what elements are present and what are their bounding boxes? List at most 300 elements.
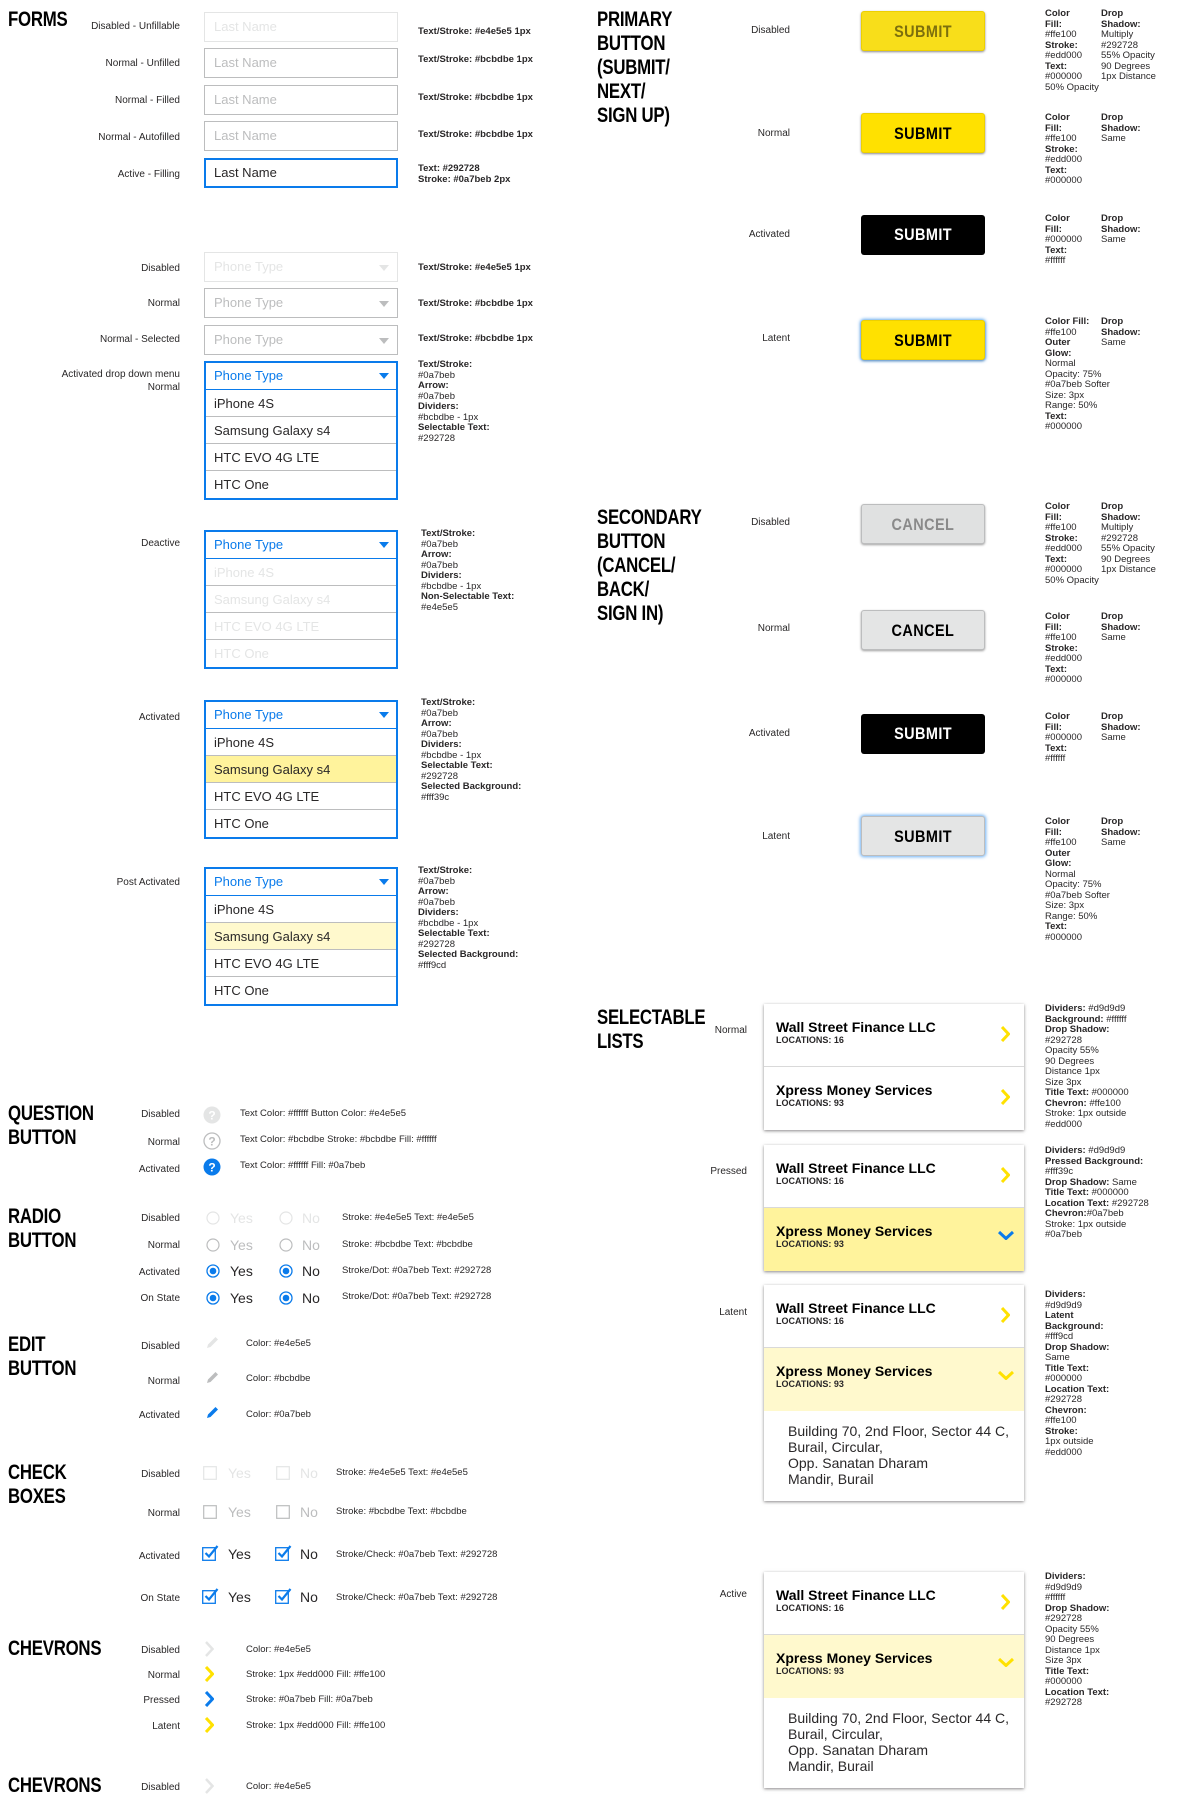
- edit-spec: Color: #0a7beb: [246, 1409, 311, 1420]
- checkbox-spec: Stroke: #e4e5e5 Text: #e4e5e5: [336, 1467, 468, 1478]
- spec-line: #0a7beb: [421, 707, 458, 719]
- dropdown-state-label: Post Activated: [116, 877, 180, 888]
- checkbox-spec: Stroke/Check: #0a7beb Text: #292728: [336, 1592, 498, 1603]
- list-item-title: Wall Street Finance LLC: [776, 1019, 936, 1035]
- radio-spec: Stroke: #bcbdbe Text: #bcbdbe: [342, 1239, 473, 1250]
- spec-cell: [1101, 849, 1171, 860]
- checkbox-label-no: No: [300, 1465, 318, 1481]
- input-state-label: Active - Filling: [117, 169, 180, 180]
- spec-line: Text/Stroke:: [421, 528, 476, 539]
- spec-line: Arrow:: [421, 718, 452, 729]
- spec-cell: #edd000: [1045, 653, 1082, 664]
- dropdown-option-selected[interactable]: Samsung Galaxy s4: [206, 923, 396, 950]
- button-spec: [1045, 113, 1171, 187]
- button-spec: [1045, 214, 1171, 267]
- dropdown-option[interactable]: Samsung Galaxy s4: [206, 417, 396, 444]
- spec-cell: #0a7beb Softer: [1045, 379, 1110, 390]
- spec-cell: Opacity: 75%: [1045, 368, 1102, 380]
- phone-type-dropdown-activated[interactable]: [204, 361, 398, 500]
- spec-line: Dividers:: [421, 739, 462, 750]
- primary-button-heading: PRIMARY BUTTON (SUBMIT/ NEXT/ SIGN UP): [597, 8, 673, 127]
- checkbox-label-yes: Yes: [228, 1546, 251, 1562]
- edit-spec: Color: #e4e5e5: [246, 1338, 311, 1349]
- list-item-title: Wall Street Finance LLC: [776, 1300, 936, 1316]
- spec-cell: Text:: [1045, 553, 1067, 565]
- submit-button-activated-secondary[interactable]: SUBMIT: [861, 714, 985, 754]
- checkbox-icon[interactable]: [203, 1505, 217, 1519]
- checkbox-state-label: On State: [140, 1593, 180, 1604]
- list-item-active[interactable]: [764, 1635, 1024, 1698]
- spec-cell: Normal: [1045, 868, 1076, 880]
- radio-icon[interactable]: [279, 1238, 293, 1252]
- spec-cell: [1101, 744, 1171, 755]
- button-state-label: Latent: [762, 333, 790, 344]
- radio-label-yes: Yes: [230, 1290, 253, 1306]
- spec-cell: Drop: [1101, 816, 1124, 827]
- checkbox-label-yes: Yes: [228, 1465, 251, 1481]
- spec-line: #292728: [1045, 1394, 1082, 1405]
- checkbox-label-yes: Yes: [228, 1589, 251, 1605]
- spec-cell: #000000: [1045, 931, 1082, 943]
- spec-cell: Same: [1101, 632, 1126, 643]
- radio-checked-icon[interactable]: [206, 1264, 220, 1278]
- spec-line: #000000: [1045, 1373, 1082, 1384]
- question-state-label: Disabled: [141, 1109, 180, 1120]
- spec-line: #292728: [418, 432, 455, 444]
- spec-cell: [1101, 912, 1171, 923]
- radio-state-label: Normal: [147, 1240, 180, 1251]
- spec-line: #0a7beb: [418, 369, 455, 381]
- spec-cell: Stroke:: [1045, 143, 1078, 155]
- spec-line: #edd000: [1045, 1118, 1082, 1130]
- checkbox-checked-icon[interactable]: [275, 1544, 292, 1561]
- checkbox-checked-icon[interactable]: [202, 1544, 219, 1561]
- spec-cell: Fill:: [1045, 511, 1062, 523]
- dropdown-option-selected[interactable]: Samsung Galaxy s4: [206, 756, 396, 783]
- dropdown-state-label: Normal: [147, 382, 180, 393]
- edit-state-label: Activated: [138, 1410, 180, 1421]
- cancel-button-normal[interactable]: CANCEL: [861, 610, 985, 650]
- spec-line: Dividers: #d9d9d9: [1045, 1003, 1126, 1014]
- dropdown-option[interactable]: HTC EVO 4G LTE: [206, 950, 396, 977]
- spec-cell: [1101, 675, 1171, 686]
- spec-cell: Text:: [1045, 921, 1067, 932]
- radio-label-yes: Yes: [230, 1210, 253, 1226]
- submit-button-latent-secondary[interactable]: SUBMIT: [861, 816, 985, 856]
- spec-cell: [1101, 246, 1171, 257]
- spec-line: #0a7beb: [1045, 1229, 1082, 1240]
- svg-text:?: ?: [208, 1134, 216, 1149]
- chevron-spec: Stroke: 1px #edd000 Fill: #ffe100: [246, 1720, 386, 1731]
- spec-cell: [1101, 166, 1171, 177]
- spec-cell: [1101, 145, 1171, 156]
- select-spec: Text/Stroke: #bcbdbe 1px: [418, 333, 533, 344]
- pencil-icon[interactable]: [204, 1370, 220, 1386]
- phone-type-dropdown-deactive[interactable]: [204, 530, 398, 669]
- spec-line: Drop Shadow:: [1045, 1024, 1110, 1035]
- list-item-locations: LOCATIONS: 93: [776, 1666, 844, 1676]
- checkbox-label-no: No: [300, 1504, 318, 1520]
- spec-line: #ffe100: [1045, 1415, 1077, 1426]
- submit-button-latent[interactable]: SUBMIT: [861, 320, 985, 360]
- radio-label-no: No: [302, 1263, 320, 1279]
- spec-line: Dividers:: [418, 907, 459, 918]
- input-state-label: Normal - Unfilled: [105, 58, 180, 69]
- spec-line: Drop Shadow: Same: [1045, 1176, 1137, 1188]
- spec-line: Title Text: #000000: [1045, 1187, 1129, 1198]
- spec-cell: 1px Distance: [1101, 564, 1156, 575]
- dropdown-option[interactable]: HTC One: [214, 477, 269, 492]
- dropdown-option: HTC One: [214, 646, 269, 661]
- dropdown-header[interactable]: Phone Type: [206, 532, 396, 559]
- phone-type-select-disabled[interactable]: Phone Type: [204, 252, 398, 282]
- phone-type-dropdown-post-activated[interactable]: [204, 867, 398, 1006]
- spec-line: 1px outside: [1045, 1436, 1094, 1447]
- radio-button-heading: RADIO BUTTON: [8, 1205, 77, 1252]
- spec-line: #edd000: [1045, 1446, 1082, 1458]
- checkbox-icon[interactable]: [203, 1466, 217, 1480]
- list-item-locations: LOCATIONS: 16: [776, 1176, 844, 1186]
- spec-line: Same: [1045, 1352, 1070, 1363]
- input-spec: Text/Stroke: #e4e5e5 1px: [418, 26, 531, 37]
- secondary-button-heading: SECONDARY BUTTON (CANCEL/ BACK/ SIGN IN): [597, 506, 702, 625]
- chevron-spec: Color: #e4e5e5: [246, 1644, 311, 1655]
- phone-type-select-normal[interactable]: Phone Type: [204, 288, 398, 318]
- spec-line: Selectable Text:: [421, 760, 493, 771]
- dropdown-option[interactable]: HTC One: [214, 983, 269, 998]
- spec-cell: [1101, 359, 1171, 370]
- spec-line: Background: #ffffff: [1045, 1013, 1127, 1025]
- list-spec: [1045, 1290, 1109, 1458]
- spec-line: Non-Selectable Text:: [421, 591, 515, 602]
- checkbox-icon[interactable]: [276, 1505, 290, 1519]
- spec-cell: Drop: [1101, 711, 1124, 722]
- list-item-title: Wall Street Finance LLC: [776, 1160, 936, 1176]
- list-item-locations: LOCATIONS: 93: [776, 1098, 844, 1108]
- chevron-right-icon: [1000, 1307, 1010, 1323]
- checkbox-checked-icon[interactable]: [275, 1587, 292, 1604]
- spec-cell: #0a7beb Softer: [1045, 889, 1110, 901]
- spec-line: 90 Degrees: [1045, 1634, 1095, 1645]
- dropdown-option: iPhone 4S: [206, 559, 396, 586]
- list-item[interactable]: [764, 1004, 1024, 1067]
- last-name-input-normal[interactable]: Last Name: [204, 48, 398, 78]
- spec-cell: 90 Degrees: [1101, 553, 1151, 565]
- radio-spec: Stroke: #e4e5e5 Text: #e4e5e5: [342, 1212, 474, 1223]
- list-item-locations: LOCATIONS: 16: [776, 1035, 844, 1045]
- spec-cell: [1101, 412, 1171, 423]
- spec-cell: Fill:: [1045, 122, 1062, 134]
- spec-line: Drop Shadow:: [1045, 1341, 1110, 1353]
- spec-line: #bcbdbe - 1px: [421, 580, 482, 592]
- select-state-label: Normal - Selected: [99, 334, 180, 345]
- button-state-label: Activated: [748, 229, 790, 240]
- chevron-state-label: Disabled: [141, 1782, 180, 1793]
- spec-line: Size 3px: [1045, 1076, 1082, 1088]
- last-name-input-filled[interactable]: Last Name: [204, 85, 398, 115]
- last-name-input-disabled[interactable]: Last Name: [204, 12, 398, 42]
- pencil-icon[interactable]: [204, 1405, 220, 1421]
- list-item[interactable]: [764, 1572, 1024, 1635]
- spec-cell: #ffe100: [1045, 837, 1077, 848]
- list-item-title: Wall Street Finance LLC: [776, 1587, 936, 1603]
- spec-line: #292728: [1045, 1613, 1082, 1624]
- last-name-input-autofilled[interactable]: Last Name: [204, 121, 398, 151]
- dropdown-arrow-icon: [379, 542, 389, 548]
- dropdown-arrow-icon: [379, 338, 389, 344]
- radio-checked-icon[interactable]: [206, 1291, 220, 1305]
- spec-cell: Drop: [1101, 8, 1124, 19]
- spec-cell: #ffe100: [1045, 133, 1077, 144]
- button-state-label: Disabled: [751, 517, 790, 528]
- pencil-icon[interactable]: [204, 1335, 220, 1351]
- list-state-label: Active: [719, 1589, 747, 1600]
- question-state-label: Normal: [147, 1137, 180, 1148]
- spec-line: #000000: [1045, 1676, 1082, 1687]
- dropdown-header[interactable]: Phone Type: [206, 869, 396, 896]
- spec-cell: Same: [1101, 732, 1126, 743]
- input-state-label: Normal - Autofilled: [98, 132, 180, 143]
- spec-cell: 1px Distance: [1101, 71, 1156, 82]
- dropdown-arrow-icon: [379, 373, 389, 379]
- spec-cell: Text:: [1045, 663, 1067, 675]
- phone-type-select-selected[interactable]: Phone Type: [204, 325, 398, 355]
- spec-cell: Stroke:: [1045, 532, 1078, 544]
- dropdown-state-label: Deactive: [141, 538, 180, 549]
- question-spec: Text Color: #ffffff Fill: #0a7beb: [240, 1160, 366, 1171]
- dropdown-option[interactable]: HTC EVO 4G LTE: [206, 783, 396, 810]
- spec-cell: Text:: [1045, 244, 1067, 256]
- spec-cell: [1101, 176, 1171, 187]
- select-state-label: Disabled: [141, 263, 180, 274]
- spec-line: #ffffff: [1045, 1592, 1066, 1603]
- spec-cell: [1101, 870, 1171, 881]
- spec-cell: Outer: [1045, 847, 1071, 859]
- edit-button-heading: EDIT BUTTON: [8, 1333, 77, 1380]
- forms-heading: FORMS: [8, 8, 68, 31]
- spec-cell: #000000: [1045, 421, 1082, 432]
- selectable-list-active: [764, 1572, 1024, 1788]
- spec-line: Text/Stroke:: [418, 865, 473, 876]
- spec-line: #bcbdbe - 1px: [418, 411, 479, 423]
- button-state-label: Normal: [757, 623, 790, 634]
- list-item-title: Xpress Money Services: [776, 1223, 933, 1239]
- spec-line: Location Text:: [1045, 1686, 1110, 1698]
- spec-line: #292728: [418, 938, 455, 950]
- input-spec: Text/Stroke: #bcbdbe 1px: [418, 92, 533, 103]
- spec-cell: [1101, 391, 1171, 402]
- spec-cell: Shadow:: [1101, 223, 1141, 235]
- list-spec: [1045, 1146, 1149, 1241]
- list-item[interactable]: [764, 1145, 1024, 1208]
- list-state-label: Normal: [714, 1025, 747, 1036]
- submit-button-normal[interactable]: SUBMIT: [861, 113, 985, 153]
- spec-cell: 50% Opacity: [1045, 81, 1099, 93]
- spec-line: Location Text:: [1045, 1383, 1110, 1395]
- selectable-list-pressed: [764, 1145, 1024, 1271]
- radio-label-no: No: [302, 1237, 320, 1253]
- input-spec: Text: #292728: [418, 163, 480, 174]
- spec-cell: Color: [1045, 501, 1070, 512]
- spec-line: Title Text:: [1045, 1665, 1089, 1677]
- submit-button-disabled[interactable]: SUBMIT: [861, 11, 985, 51]
- spec-cell: Glow:: [1045, 347, 1072, 359]
- list-state-label: Pressed: [710, 1166, 747, 1177]
- dropdown-option[interactable]: HTC EVO 4G LTE: [206, 444, 396, 471]
- spec-cell: #000000: [1045, 732, 1082, 743]
- dropdown-spec: [421, 529, 514, 613]
- spec-cell: [1101, 891, 1171, 902]
- list-item-locations: LOCATIONS: 93: [776, 1379, 844, 1389]
- spec-line: #0a7beb: [418, 875, 455, 887]
- spec-cell: Color: [1045, 112, 1070, 123]
- spec-line: Opacity 55%: [1045, 1623, 1099, 1635]
- radio-checked-icon[interactable]: [279, 1291, 293, 1305]
- select-state-label: Normal: [147, 298, 180, 309]
- button-state-label: Activated: [748, 728, 790, 739]
- chevron-state-label: Normal: [147, 1670, 180, 1681]
- spec-cell: [1101, 654, 1171, 665]
- spec-cell: Color Fill:: [1045, 316, 1090, 327]
- chevron-right-icon: [204, 1641, 214, 1657]
- question-icon[interactable]: [203, 1106, 221, 1124]
- list-item[interactable]: [764, 1285, 1024, 1348]
- spec-line: Stroke:: [1045, 1425, 1078, 1437]
- spec-line: Stroke: 1px outside: [1045, 1218, 1127, 1230]
- spec-cell: [1101, 349, 1171, 360]
- dropdown-header[interactable]: Phone Type: [206, 702, 396, 729]
- spec-cell: #ffe100: [1045, 326, 1077, 338]
- spec-cell: 90 Degrees: [1101, 60, 1151, 72]
- spec-line: 90 Degrees: [1045, 1055, 1095, 1067]
- radio-spec: Stroke/Dot: #0a7beb Text: #292728: [342, 1265, 492, 1276]
- spec-cell: Same: [1101, 337, 1126, 348]
- spec-line: #fff39c: [1045, 1166, 1074, 1177]
- spec-cell: #ffe100: [1045, 29, 1077, 40]
- list-item[interactable]: [764, 1067, 1024, 1130]
- spec-cell: Text:: [1045, 164, 1067, 176]
- radio-label-no: No: [302, 1290, 320, 1306]
- spec-line: #0a7beb: [421, 559, 458, 571]
- button-spec: [1045, 317, 1171, 433]
- submit-button-activated[interactable]: SUBMIT: [861, 215, 985, 255]
- spec-line: Dividers:: [418, 401, 459, 412]
- chevron-right-icon: [204, 1666, 214, 1682]
- spec-cell: [1101, 401, 1171, 412]
- spec-line: Drop Shadow:: [1045, 1602, 1110, 1614]
- spec-cell: 55% Opacity: [1101, 50, 1155, 61]
- radio-icon[interactable]: [206, 1238, 220, 1252]
- radio-label-yes: Yes: [230, 1237, 253, 1253]
- spec-cell: [1101, 422, 1171, 433]
- list-item-pressed[interactable]: [764, 1208, 1024, 1271]
- chevron-right-icon: [1000, 1089, 1010, 1105]
- dropdown-option: Samsung Galaxy s4: [206, 586, 396, 613]
- spec-cell: [1101, 576, 1171, 587]
- last-name-input-active[interactable]: Last Name: [204, 158, 398, 188]
- spec-cell: Shadow:: [1101, 122, 1141, 134]
- radio-state-label: On State: [140, 1293, 180, 1304]
- spec-cell: #ffffff: [1045, 255, 1066, 266]
- spec-cell: Shadow:: [1101, 721, 1141, 733]
- checkbox-spec: Stroke: #bcbdbe Text: #bcbdbe: [336, 1506, 467, 1517]
- spec-cell: [1101, 754, 1171, 765]
- radio-icon[interactable]: [206, 1211, 220, 1225]
- dropdown-option[interactable]: iPhone 4S: [206, 390, 396, 417]
- checkbox-spec: Stroke/Check: #0a7beb Text: #292728: [336, 1549, 498, 1560]
- spec-cell: Drop: [1101, 611, 1124, 622]
- checkbox-icon[interactable]: [276, 1466, 290, 1480]
- question-spec: Text Color: #ffffff Button Color: #e4e5e5: [240, 1108, 407, 1119]
- spec-cell: #000000: [1045, 674, 1082, 685]
- spec-cell: #292728: [1101, 39, 1138, 51]
- dropdown-header[interactable]: Phone Type: [206, 363, 396, 390]
- spec-line: #fff9cd: [1045, 1331, 1074, 1342]
- spec-cell: Text:: [1045, 410, 1067, 422]
- spec-line: #0a7beb: [418, 390, 455, 402]
- list-item-title: Xpress Money Services: [776, 1363, 933, 1379]
- chevron-spec: Color: #e4e5e5: [246, 1781, 311, 1792]
- chevron-spec: Stroke: #0a7beb Fill: #0a7beb: [246, 1694, 373, 1705]
- spec-cell: Fill:: [1045, 621, 1062, 633]
- spec-line: Selectable Text:: [418, 928, 490, 939]
- phone-type-dropdown-selected[interactable]: [204, 700, 398, 839]
- radio-label-no: No: [302, 1210, 320, 1226]
- question-icon[interactable]: [203, 1132, 221, 1150]
- spec-cell: Drop: [1101, 501, 1124, 512]
- spec-cell: [1101, 665, 1171, 676]
- dropdown-option[interactable]: iPhone 4S: [206, 896, 396, 923]
- button-state-label: Disabled: [751, 25, 790, 36]
- dropdown-option[interactable]: iPhone 4S: [206, 729, 396, 756]
- chevron-right-icon: [204, 1691, 214, 1707]
- spec-line: #292728: [1045, 1697, 1082, 1708]
- list-item-address: Building 70, 2nd Floor, Sector 44 C, Burail, Circular, Opp. Sanatan Dharam Mandir, Burail: [788, 1423, 1010, 1487]
- question-state-label: Activated: [138, 1164, 180, 1175]
- chevron-down-icon: [998, 1370, 1014, 1380]
- spec-cell: Shadow:: [1101, 18, 1141, 30]
- spec-line: Pressed Background:: [1045, 1155, 1144, 1167]
- spec-line: Dividers:: [1045, 1289, 1086, 1300]
- spec-line: #0a7beb: [421, 538, 458, 550]
- list-item-address: Building 70, 2nd Floor, Sector 44 C, Burail, Circular, Opp. Sanatan Dharam Mandir, Burail: [788, 1710, 1010, 1774]
- selectable-lists-heading: SELECTABLE LISTS: [597, 1006, 706, 1053]
- edit-state-label: Normal: [147, 1376, 180, 1387]
- spec-cell: [1101, 859, 1171, 870]
- spec-line: Latent: [1045, 1310, 1074, 1321]
- spec-cell: Shadow:: [1101, 326, 1141, 338]
- spec-line: Distance 1px: [1045, 1644, 1100, 1656]
- dropdown-state-label: Activated: [138, 712, 180, 723]
- spec-line: #e4e5e5: [421, 601, 458, 613]
- chevron-down-icon: [998, 1230, 1014, 1240]
- spec-cell: Same: [1101, 133, 1126, 144]
- checkbox-state-label: Activated: [138, 1551, 180, 1562]
- radio-checked-icon[interactable]: [279, 1264, 293, 1278]
- spec-cell: Shadow:: [1101, 826, 1141, 838]
- select-spec: Text/Stroke: #bcbdbe 1px: [418, 298, 533, 309]
- spec-cell: Shadow:: [1101, 621, 1141, 633]
- checkbox-checked-icon[interactable]: [202, 1587, 219, 1604]
- spec-cell: Same: [1101, 837, 1126, 848]
- dropdown-option[interactable]: HTC One: [214, 816, 269, 831]
- list-state-label: Latent: [719, 1307, 747, 1318]
- question-icon[interactable]: [203, 1158, 221, 1176]
- radio-icon[interactable]: [279, 1211, 293, 1225]
- cancel-button-disabled[interactable]: CANCEL: [861, 504, 985, 544]
- spec-line: Background:: [1045, 1320, 1104, 1332]
- list-item-latent[interactable]: [764, 1348, 1024, 1411]
